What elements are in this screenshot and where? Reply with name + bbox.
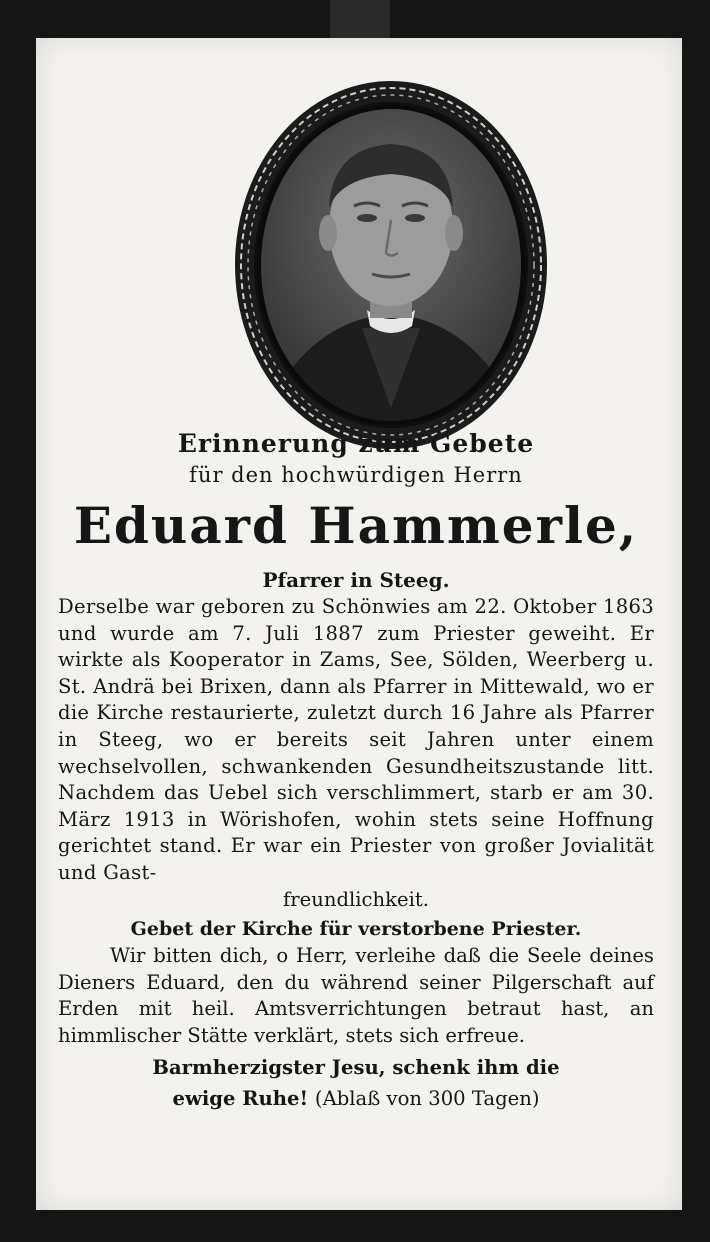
biography-end: freundlichkeit.	[283, 887, 429, 911]
biography-text: Derselbe war geboren zu Schönwies am 22. Oktober 1863 und wurde am 7. Juli 1887 zum Priester geweiht. Er wirkte als Kooperator in Zams, See, Sölden, Weerberg u. St. Andrä bei Brixen, dann als Pfarrer in Mittewald, wo er die Kirche restaurierte, zuletzt durch 16 Jahre als Pfarrer in Steeg, wo er bereits seit Jahren unter einem wechselvollen, schwankenden Gesundheitszustande litt. Nachdem das Uebel sich verschlimmert, starb er am 30. März 1913 in Wörishofen, wohin stets seine Hoffnung gerichtet stand. Er war ein Priester von großer Jovialität und Gast-	[58, 595, 654, 884]
card-subheading: für den hochwürdigen Herrn	[189, 463, 523, 487]
closing-line-1: Barmherzigster Jesu, schenk ihm die	[152, 1055, 560, 1079]
deceased-role: Pfarrer in Steeg.	[262, 568, 450, 592]
closing-line-2	[58, 1085, 654, 1112]
prayer-title: Gebet der Kirche für verstorbene Priester.	[130, 918, 582, 941]
deceased-name: Eduard Hammerle,	[73, 496, 639, 555]
card-text	[58, 428, 654, 1112]
card-heading: Erinnerung zum Gebete	[177, 429, 535, 458]
closing-indulgence: (Ablaß von 300 Tagen)	[314, 1086, 540, 1110]
portrait-photo	[232, 78, 550, 452]
closing-eternal-rest: ewige Ruhe!	[172, 1086, 309, 1110]
portrait-frame	[232, 78, 550, 452]
prayer-text: Wir bitten dich, o Herr, verleihe daß die Seele deines Dieners Eduard, den du während seiner Pilgerschaft auf Erden mit heil. Amtsverrichtungen betraut hast, an himmlischer Stätte verklärt, stets sich erfreue.	[58, 944, 654, 1047]
